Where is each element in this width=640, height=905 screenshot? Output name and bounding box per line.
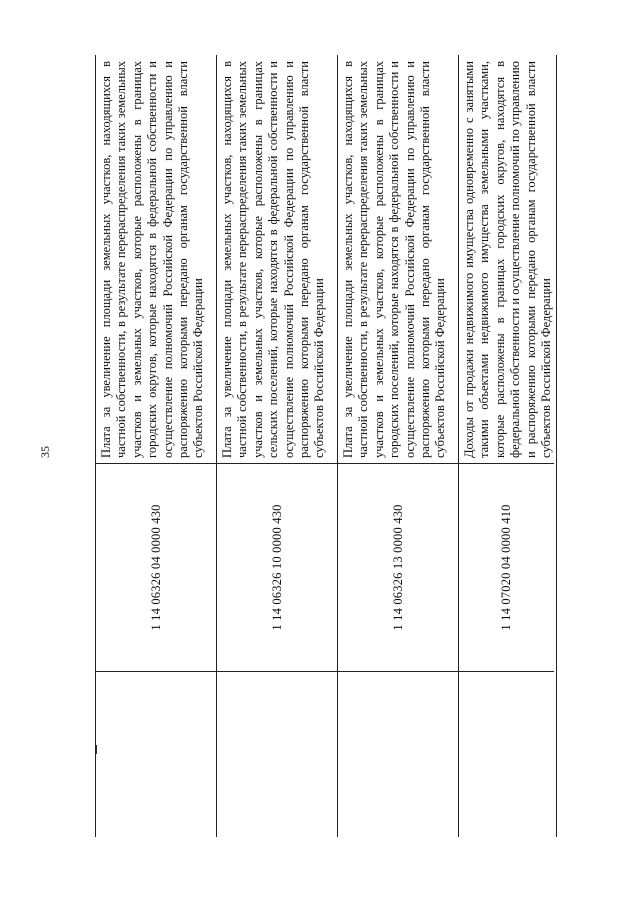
table-cell-empty [459,671,554,837]
table-cell-code: 1 14 06326 04 0000 430 [96,463,216,671]
table-cell-description: Плата за увеличение площади земельных участков, находящихся в частной собственности, в результате перераспределения таких земельных участков и земельных участков, которые расположены в границах городских поселений, которые находятся в федеральной собственности и осуществление полномочий Российской Федерации по управлению и распоряжению которыми передано органам государственной власти субъектов Российской Федерации [341,61,448,458]
table-cell-empty [217,671,337,837]
table-row [337,55,458,837]
table-cell-empty [338,671,458,837]
table-cell-description: Плата за увеличение площади земельных участков, находящихся в частной собственности, в результате перераспределения таких земельных участков и земельных участков, которые расположены в границах сельских поселений, которые находятся в федеральной собственности и осуществление полномочий Российской Федерации по управлению и распоряжению которыми передано органам государственной власти субъектов Российской Федерации [220,61,327,458]
table-cell-code: 1 14 06326 13 0000 430 [338,463,458,671]
table-cell-description: Доходы от продажи недвижимого имущества одновременно с занятыми такими объектами недвижимого имущества земельными участками, которые расположены в границах городских округов, находятся в федеральной собственности и осуществление полномочий по управлению и распоряжению которыми передано органам государственной власти субъектов Российской Федерации [462,61,554,458]
page-number: 35 [38,446,52,458]
table-cell-empty [96,671,216,837]
table-cell-code: 1 14 06326 10 0000 430 [217,463,337,671]
table-cell-code: 1 14 07020 04 0000 410 [459,463,554,671]
table-row [96,55,216,837]
table-row [458,55,554,837]
table-cell-description: Плата за увеличение площади земельных участков, находящихся в частной собственности, в результате перераспределения таких земельных участков и земельных участков, которые расположены в границах городских округов, которые находятся в федеральной собственности и осуществление полномочий Российской Федерации по управлению и распоряжению которыми передано органам государственной власти субъектов Российской Федерации [99,61,206,458]
table-row [216,55,337,837]
income-codes-table-body [95,55,557,837]
income-codes-table [95,55,555,837]
